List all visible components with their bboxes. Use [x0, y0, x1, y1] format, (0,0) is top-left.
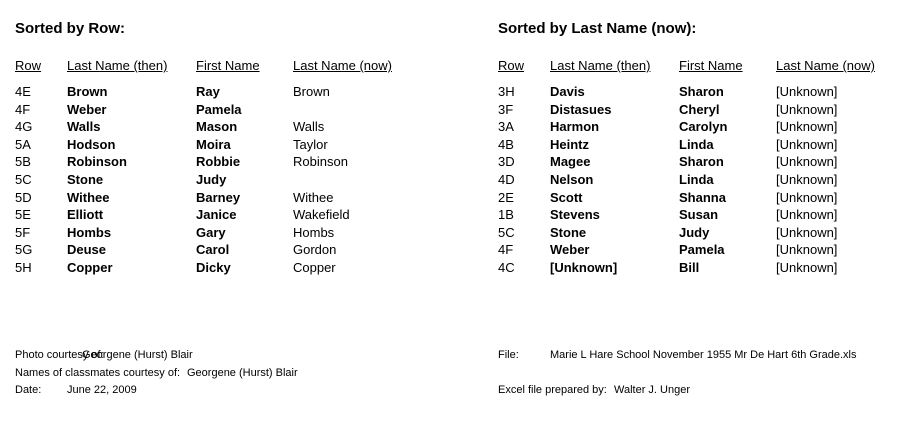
header-first-name: First Name — [196, 58, 260, 73]
last-name-now-cell: [Unknown] — [776, 242, 838, 258]
last-name-then-cell: Davis — [550, 84, 585, 99]
last-name-then-cell: Copper — [67, 259, 113, 275]
first-name-cell: Carolyn — [679, 119, 728, 135]
table-row — [15, 153, 435, 171]
row-cell: 5A — [15, 136, 31, 152]
first-name-cell: Janice — [196, 207, 237, 223]
table-row — [15, 241, 435, 259]
table-row — [15, 224, 435, 242]
first-name-cell: Ray — [196, 84, 220, 99]
row-cell: 4C — [498, 259, 515, 275]
table-row — [498, 101, 888, 119]
last-name-then-cell: Brown — [67, 84, 108, 99]
table-row — [15, 206, 435, 224]
last-name-now-cell: Hombs — [293, 224, 335, 240]
last-name-then-cell: Stone — [550, 224, 587, 240]
row-cell: 3F — [498, 101, 514, 117]
last-name-then-cell: Withee — [67, 189, 110, 205]
header-last-name-then: Last Name (then) — [67, 58, 168, 73]
last-name-then-cell: Magee — [550, 154, 591, 170]
row-cell: 1B — [498, 207, 514, 223]
last-name-now-cell: [Unknown] — [776, 171, 838, 187]
table-row — [15, 83, 435, 101]
table-row — [498, 153, 888, 171]
last-name-then-cell: Deuse — [67, 242, 107, 258]
names-credit — [15, 367, 298, 379]
last-name-then-cell: Heintz — [550, 136, 589, 152]
row-cell: 3A — [498, 119, 514, 135]
first-name-cell: Linda — [679, 136, 714, 152]
last-name-now-cell: [Unknown] — [776, 259, 838, 275]
first-name-cell: Carol — [196, 242, 230, 258]
last-name-now-cell: Wakefield — [293, 207, 350, 223]
section-title: Sorted by Last Name (now): — [498, 20, 697, 37]
first-name-cell: Sharon — [679, 154, 724, 170]
last-name-then-cell: Distasues — [550, 101, 612, 117]
first-name-cell: Moira — [196, 136, 231, 152]
last-name-then-cell: Weber — [550, 242, 590, 258]
table-row — [498, 83, 888, 101]
row-cell: 5B — [15, 154, 31, 170]
last-name-now-cell: Walls — [293, 119, 325, 135]
last-name-then-cell: Elliott — [67, 207, 104, 223]
header-row: Row — [498, 58, 525, 73]
first-name-cell: Cheryl — [679, 101, 720, 117]
date-line — [15, 384, 137, 396]
first-name-cell: Gary — [196, 224, 226, 240]
last-name-then-cell: Hodson — [67, 136, 116, 152]
header-last-name-now: Last Name (now) — [776, 58, 875, 73]
first-name-cell: Judy — [196, 171, 227, 187]
photo-credit-label: Photo courtesy of: — [15, 349, 104, 361]
last-name-then-cell: Weber — [67, 101, 107, 117]
section-title: Sorted by Row: — [15, 20, 126, 37]
row-cell: 3H — [498, 84, 515, 99]
row-cell: 5E — [15, 207, 31, 223]
row-cell: 5F — [15, 224, 31, 240]
table-row — [498, 241, 888, 259]
last-name-then-cell: Walls — [67, 119, 101, 135]
last-name-now-cell: [Unknown] — [776, 101, 838, 117]
first-name-cell: Mason — [196, 119, 238, 135]
last-name-now-cell: Copper — [293, 259, 336, 275]
last-name-now-cell: Brown — [293, 84, 330, 99]
last-name-then-cell: Harmon — [550, 119, 600, 135]
photo-credit-value: Georgene (Hurst) Blair — [82, 349, 193, 361]
last-name-then-cell: Stevens — [550, 207, 600, 223]
row-cell: 4B — [498, 136, 514, 152]
row-cell: 4D — [498, 171, 515, 187]
table-row — [15, 118, 435, 136]
date-value: June 22, 2009 — [67, 384, 137, 396]
last-name-then-cell: Stone — [67, 171, 104, 187]
first-name-cell: Bill — [679, 259, 700, 275]
row-cell: 5C — [498, 224, 515, 240]
first-name-cell: Linda — [679, 171, 714, 187]
prepared-by-line — [498, 384, 691, 396]
row-cell: 5H — [15, 259, 32, 275]
last-name-now-cell: [Unknown] — [776, 189, 838, 205]
last-name-now-cell: [Unknown] — [776, 224, 838, 240]
header-first-name: First Name — [679, 58, 743, 73]
row-cell: 2E — [498, 189, 514, 205]
last-name-then-cell: Hombs — [67, 224, 112, 240]
table-row — [15, 101, 435, 119]
last-name-now-cell: Withee — [293, 189, 334, 205]
header-last-name-now: Last Name (now) — [293, 58, 392, 73]
table-row — [498, 136, 888, 154]
first-name-cell: Judy — [679, 224, 710, 240]
table-row — [15, 136, 435, 154]
last-name-now-cell: [Unknown] — [776, 136, 838, 152]
row-cell: 5C — [15, 171, 32, 187]
first-name-cell: Sharon — [679, 84, 724, 99]
last-name-then-cell: Scott — [550, 189, 583, 205]
first-name-cell: Pamela — [679, 242, 725, 258]
header-row: Row — [15, 58, 42, 73]
table-row — [15, 171, 435, 189]
last-name-now-cell: Taylor — [293, 136, 328, 152]
last-name-then-cell: Nelson — [550, 171, 594, 187]
prepared-by-value: Walter J. Unger — [614, 384, 691, 396]
first-name-cell: Dicky — [196, 259, 231, 275]
header-last-name-then: Last Name (then) — [550, 58, 651, 73]
table-row — [15, 259, 435, 277]
row-cell: 4F — [498, 242, 514, 258]
file-label: File: — [498, 349, 519, 361]
file-line — [498, 349, 857, 361]
names-credit-value: Georgene (Hurst) Blair — [187, 367, 298, 379]
table-body — [15, 83, 435, 277]
first-name-cell: Barney — [196, 189, 241, 205]
table-row — [15, 189, 435, 207]
row-cell: 4E — [15, 84, 31, 99]
photo-credit — [15, 349, 193, 361]
last-name-now-cell: Robinson — [293, 154, 348, 170]
last-name-now-cell: [Unknown] — [776, 119, 838, 135]
last-name-now-cell: Gordon — [293, 242, 337, 258]
first-name-cell: Robbie — [196, 154, 241, 170]
last-name-then-cell: [Unknown] — [550, 259, 618, 275]
prepared-by-label: Excel file prepared by: — [498, 384, 607, 396]
table-row — [498, 189, 888, 207]
date-label: Date: — [15, 384, 42, 396]
file-value: Marie L Hare School November 1955 Mr De Hart 6th Grade.xls — [550, 349, 857, 361]
table-row — [498, 206, 888, 224]
table-row — [498, 118, 888, 136]
row-cell: 3D — [498, 154, 515, 170]
last-name-now-cell: [Unknown] — [776, 207, 838, 223]
first-name-cell: Susan — [679, 207, 719, 223]
row-cell: 5G — [15, 242, 33, 258]
names-credit-label: Names of classmates courtesy of: — [15, 367, 181, 379]
table-row — [498, 259, 888, 277]
first-name-cell: Shanna — [679, 189, 726, 205]
first-name-cell: Pamela — [196, 101, 242, 117]
table-body — [498, 83, 888, 277]
last-name-now-cell: [Unknown] — [776, 154, 838, 170]
last-name-now-cell: [Unknown] — [776, 84, 838, 99]
row-cell: 4G — [15, 119, 33, 135]
last-name-then-cell: Robinson — [67, 154, 127, 170]
row-cell: 5D — [15, 189, 32, 205]
row-cell: 4F — [15, 101, 31, 117]
table-row — [498, 224, 888, 242]
table-row — [498, 171, 888, 189]
